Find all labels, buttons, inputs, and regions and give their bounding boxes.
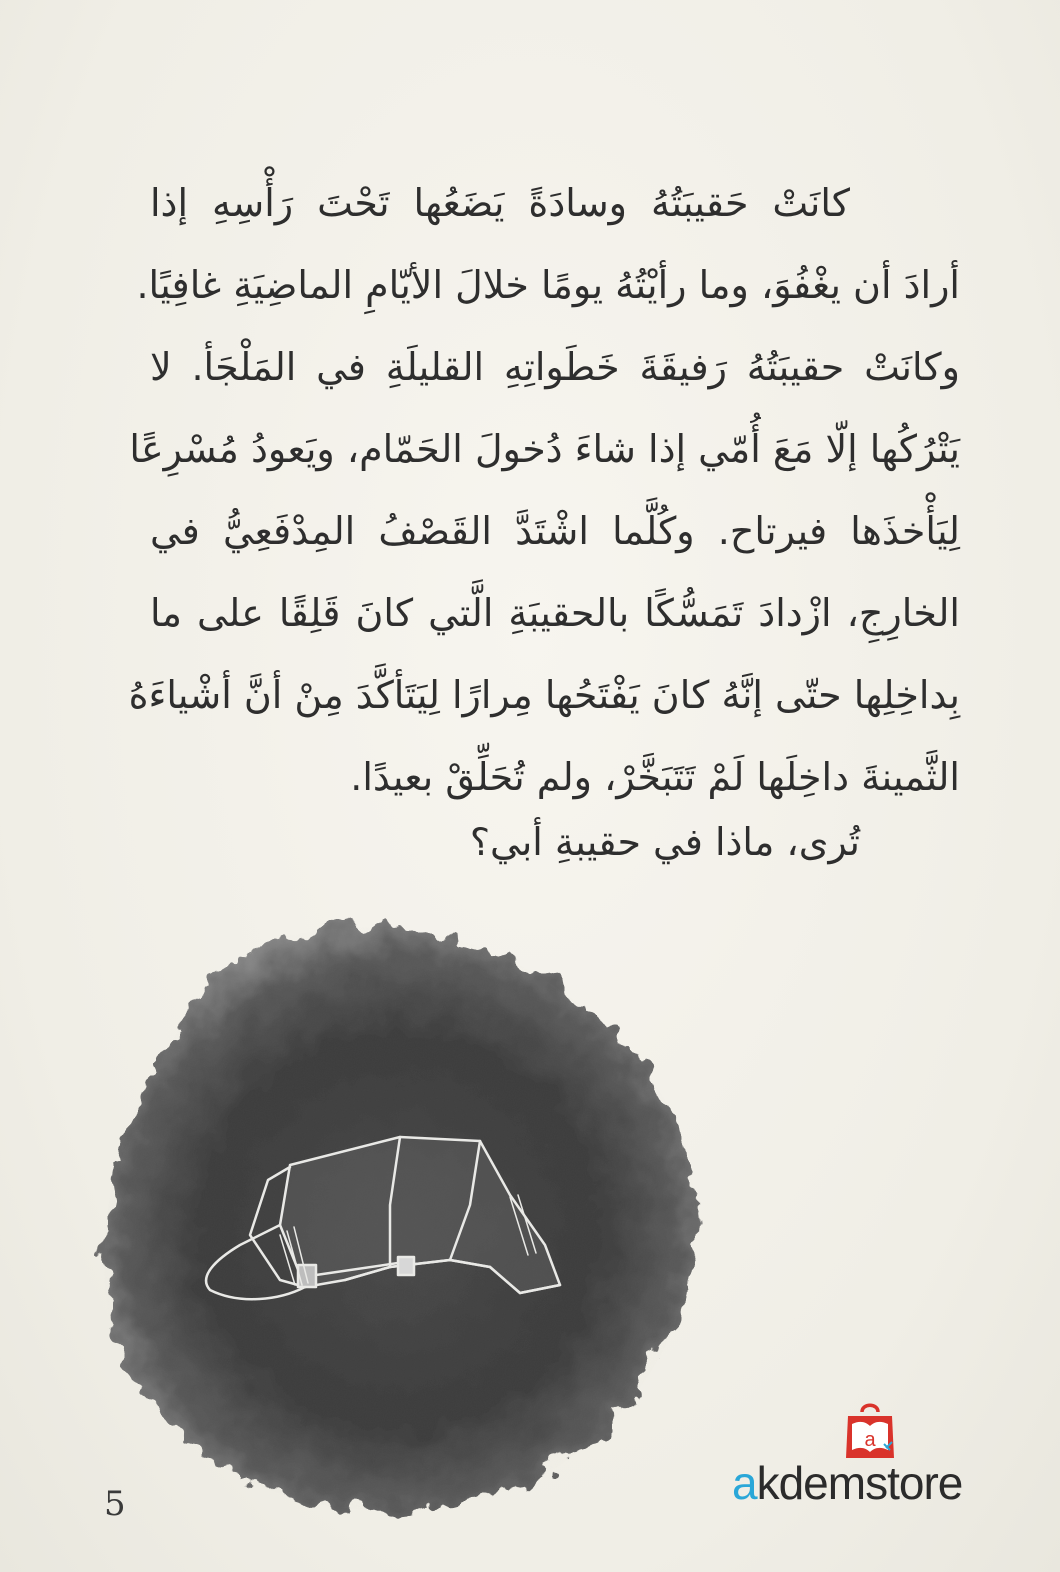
page-number: 5 bbox=[104, 1484, 126, 1524]
paragraph-line: لِيَأْخذَها فيرتاح. وكُلَّما اشْتَدَّ القَصْفُ المِدْفَعِيُّ في bbox=[150, 509, 960, 553]
question-line: تُرى، ماذا في حقيبةِ أبي؟ bbox=[469, 820, 860, 864]
store-name bbox=[732, 1456, 962, 1510]
paragraph-line: الثَّمينةَ داخِلَها لَمْ تَتَبَخَّرْ، ولم تُحَلِّقْ بعيدًا. bbox=[350, 755, 960, 799]
briefcase-illustration bbox=[90, 905, 710, 1535]
paragraph-line: يَتْرُكُها إلّا مَعَ أُمّي إذا شاءَ دُخولَ الحَمّام، ويَعودُ مُسْرِعًا bbox=[129, 427, 960, 471]
paragraph-line: كانَتْ حَقيبَتُهُ وسادَةً يَضَعُها تَحْتَ رَأْسِهِ إذا bbox=[150, 181, 850, 225]
store-watermark-logo bbox=[732, 1400, 1012, 1510]
shopping-bag-book-icon bbox=[840, 1400, 900, 1462]
store-name-accent: a bbox=[732, 1457, 757, 1509]
story-paragraph bbox=[128, 162, 960, 818]
logo-icon-letter: a bbox=[864, 1429, 876, 1451]
paragraph-line: بِداخِلِها حتّى إنَّهُ كانَ يَفْتَحُها مِرارًا لِيَتَأكَّدَ مِنْ أنَّ أشْياءَهُ bbox=[128, 673, 960, 717]
paragraph-line: أرادَ أن يغْفُوَ، وما رأيْتُهُ يومًا خلالَ الأيّامِ الماضِيَةِ غافِيًا. bbox=[136, 263, 960, 307]
paragraph-line: وكانَتْ حقيبَتُهُ رَفيقَةَ خَطَواتِهِ القليلَةِ في المَلْجَأ. لا bbox=[150, 345, 960, 389]
paragraph-line: الخارِجِ، ازْدادَ تَمَسُّكًا بالحقيبَةِ الَّتي كانَ قَلِقًا على ما bbox=[150, 591, 960, 635]
store-name-rest: kdemstore bbox=[756, 1457, 963, 1509]
